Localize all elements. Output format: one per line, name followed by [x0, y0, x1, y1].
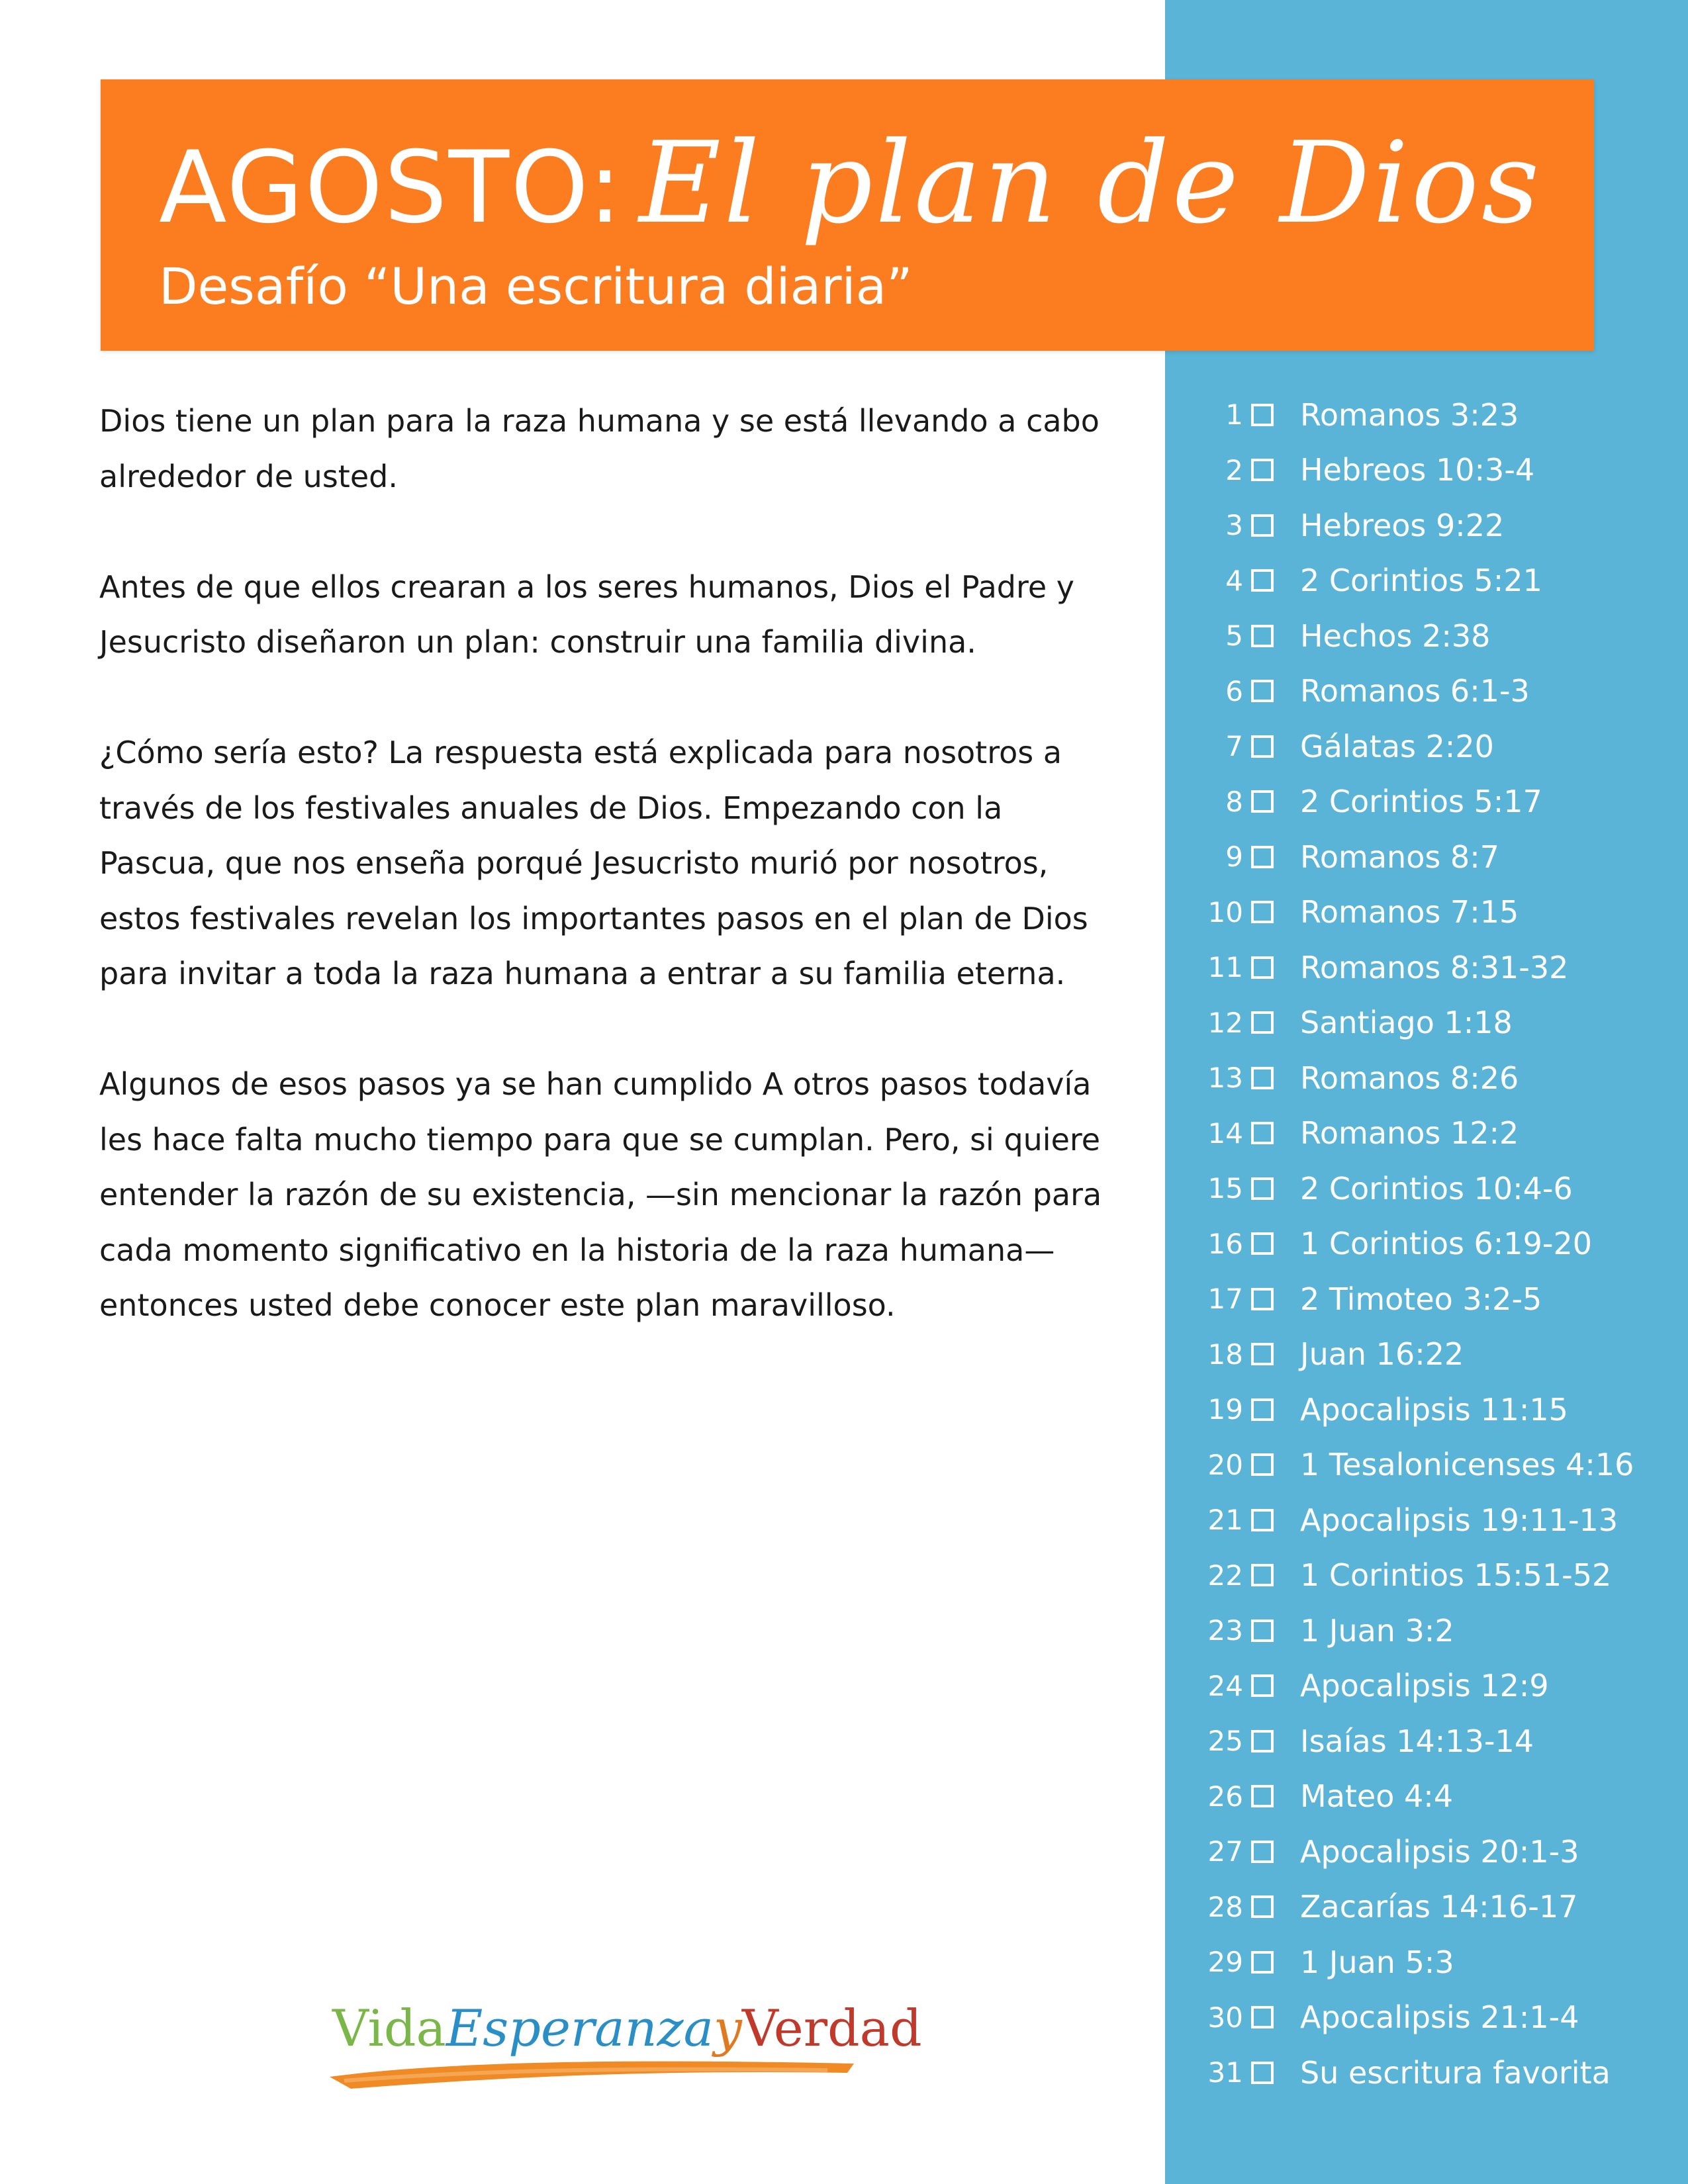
scripture-reference: Apocalipsis 11:15 — [1300, 1391, 1568, 1428]
day-checkbox[interactable] — [1251, 1067, 1274, 1089]
logo-word-vida: Vida — [332, 1999, 446, 2058]
reading-item — [1192, 1327, 1668, 1383]
reading-item — [1192, 608, 1668, 664]
scripture-reference: Romanos 6:1-3 — [1300, 673, 1530, 709]
reading-item — [1192, 1437, 1668, 1493]
scripture-reference: Hebreos 10:3-4 — [1300, 452, 1535, 488]
day-number: 26 — [1207, 1780, 1243, 1813]
reading-checklist — [1192, 387, 1668, 2101]
day-checkbox[interactable] — [1251, 1343, 1274, 1365]
intro-paragraph-4: Algunos de esos pasos ya se han cumplido A otros pasos todavía les hace falta mucho tiempo para que se cumplan. Pero, si quiere entender la razón de su existencia, —sin mencionar la razón para cada momento significativo en la historia de la raza humana— entonces usted debe conocer este plan maravilloso. — [99, 1066, 1102, 1323]
day-checkbox[interactable] — [1251, 404, 1274, 426]
banner-script-title: El plan de Dios — [639, 118, 1542, 249]
day-checkbox[interactable] — [1251, 735, 1274, 758]
day-checkbox[interactable] — [1251, 1785, 1274, 1807]
scripture-reference: Romanos 8:26 — [1300, 1060, 1519, 1096]
reading-item — [1192, 1659, 1668, 1714]
day-number: 18 — [1207, 1338, 1243, 1371]
scripture-reference: Zacarías 14:16-17 — [1300, 1889, 1578, 1925]
reading-item — [1192, 443, 1668, 498]
day-number: 29 — [1207, 1946, 1243, 1979]
day-checkbox[interactable] — [1251, 790, 1274, 813]
scripture-reference: Apocalipsis 12:9 — [1300, 1668, 1549, 1704]
logo — [324, 1999, 922, 2098]
day-number: 14 — [1207, 1116, 1243, 1150]
reading-item — [1192, 940, 1668, 995]
reading-item — [1192, 885, 1668, 940]
reading-item — [1192, 664, 1668, 719]
day-checkbox[interactable] — [1251, 1619, 1274, 1642]
day-number: 16 — [1207, 1227, 1243, 1260]
scripture-reference: Apocalipsis 19:11-13 — [1300, 1502, 1618, 1538]
day-checkbox[interactable] — [1251, 1177, 1274, 1200]
reading-item — [1192, 1880, 1668, 1935]
page-title — [159, 118, 1542, 249]
day-number: 17 — [1207, 1283, 1243, 1316]
day-number: 27 — [1207, 1835, 1243, 1868]
scripture-reference: Hebreos 9:22 — [1300, 507, 1505, 543]
reading-item — [1192, 1548, 1668, 1604]
day-checkbox[interactable] — [1251, 459, 1274, 481]
intro-paragraph-3: ¿Cómo sería esto? La respuesta está explicada para nosotros a través de los festivales anuales de Dios. Empezando con la Pascua, que nos enseña porqué Jesucristo murió por nosotros, estos festivales revelan los importantes pasos en el plan de Dios para invitar a toda la raza humana a entrar a su familia eterna. — [99, 735, 1088, 991]
day-number: 11 — [1207, 951, 1243, 984]
day-checkbox[interactable] — [1251, 1122, 1274, 1144]
scripture-reference: Romanos 7:15 — [1300, 894, 1519, 931]
scripture-reference: 1 Corintios 6:19-20 — [1300, 1226, 1592, 1262]
scripture-reference: Isaías 14:13-14 — [1300, 1723, 1534, 1759]
scripture-reference: 1 Corintios 15:51-52 — [1300, 1557, 1612, 1594]
reading-item — [1192, 387, 1668, 443]
day-checkbox[interactable] — [1251, 1730, 1274, 1752]
intro-paragraph-2: Antes de que ellos crearan a los seres humanos, Dios el Padre y Jesucristo diseñaron un plan: construir una familia divina. — [99, 569, 1075, 660]
scripture-reference: 2 Corintios 5:17 — [1300, 784, 1542, 820]
day-number: 30 — [1207, 2001, 1243, 2034]
day-number: 23 — [1207, 1614, 1243, 1647]
reading-item — [1192, 1161, 1668, 1216]
day-checkbox[interactable] — [1251, 514, 1274, 537]
scripture-reference: Romanos 8:31-32 — [1300, 949, 1569, 985]
day-number: 22 — [1207, 1559, 1243, 1592]
day-number: 4 — [1225, 564, 1243, 597]
banner-month: AGOSTO: — [159, 130, 624, 246]
reading-item — [1192, 1713, 1668, 1769]
reading-item — [1192, 2045, 1668, 2101]
reading-item — [1192, 498, 1668, 553]
scripture-reference: 2 Corintios 5:21 — [1300, 563, 1542, 599]
scripture-reference: Apocalipsis 21:1-4 — [1300, 1999, 1579, 2036]
scripture-reference: Hechos 2:38 — [1300, 617, 1491, 654]
reading-item — [1192, 829, 1668, 885]
scripture-reference: 2 Corintios 10:4-6 — [1300, 1170, 1573, 1206]
day-checkbox[interactable] — [1251, 1453, 1274, 1476]
brush-swoosh-icon — [324, 2050, 861, 2097]
scripture-reference: Apocalipsis 20:1-3 — [1300, 1833, 1579, 1870]
logo-word-verdad: Verdad — [741, 1999, 922, 2058]
day-checkbox[interactable] — [1251, 1398, 1274, 1421]
scripture-reference: Romanos 3:23 — [1300, 396, 1519, 433]
reading-item — [1192, 1271, 1668, 1327]
logo-word-esperanza: Esperanza — [445, 1999, 714, 2058]
day-number: 5 — [1225, 619, 1243, 653]
day-checkbox[interactable] — [1251, 680, 1274, 702]
day-number: 25 — [1207, 1725, 1243, 1758]
day-checkbox[interactable] — [1251, 846, 1274, 868]
scripture-reference: Mateo 4:4 — [1300, 1778, 1454, 1815]
day-number: 15 — [1207, 1172, 1243, 1205]
day-number: 3 — [1225, 509, 1243, 542]
day-number: 24 — [1207, 1669, 1243, 1702]
reading-item — [1192, 553, 1668, 609]
day-checkbox[interactable] — [1251, 901, 1274, 923]
day-checkbox[interactable] — [1251, 625, 1274, 647]
reading-item — [1192, 1603, 1668, 1659]
day-checkbox[interactable] — [1251, 1232, 1274, 1255]
day-number: 7 — [1225, 730, 1243, 763]
day-checkbox[interactable] — [1251, 956, 1274, 979]
scripture-reference: 1 Tesalonicenses 4:16 — [1300, 1447, 1634, 1483]
banner-subtitle: Desafío “Una escritura diaria” — [159, 257, 913, 316]
intro-paragraph-1: Dios tiene un plan para la raza humana y se está llevando a cabo alrededor de usted. — [99, 403, 1100, 494]
intro-text — [99, 394, 1119, 1388]
day-checkbox[interactable] — [1251, 1564, 1274, 1586]
day-number: 8 — [1225, 785, 1243, 818]
scripture-reference: Su escritura favorita — [1300, 2054, 1611, 2091]
day-checkbox[interactable] — [1251, 1674, 1274, 1697]
day-number: 10 — [1207, 895, 1243, 929]
reading-item — [1192, 719, 1668, 774]
day-number: 31 — [1207, 2056, 1243, 2089]
day-checkbox[interactable] — [1251, 1841, 1274, 1863]
reading-item — [1192, 1216, 1668, 1272]
day-checkbox[interactable] — [1251, 1895, 1274, 1918]
scripture-reference: Romanos 8:7 — [1300, 839, 1499, 875]
day-number: 20 — [1207, 1448, 1243, 1481]
scripture-reference: 1 Juan 3:2 — [1300, 1612, 1454, 1649]
day-number: 1 — [1225, 398, 1243, 432]
reading-item — [1192, 995, 1668, 1051]
reading-item — [1192, 774, 1668, 830]
logo-word-y: y — [713, 1999, 742, 2058]
scripture-reference: Gálatas 2:20 — [1300, 728, 1494, 764]
scripture-reference: 1 Juan 5:3 — [1300, 1944, 1454, 1980]
reading-item — [1192, 1382, 1668, 1437]
day-checkbox[interactable] — [1251, 1011, 1274, 1034]
reading-item — [1192, 1934, 1668, 1990]
scripture-reference: Juan 16:22 — [1300, 1336, 1464, 1373]
day-number: 9 — [1225, 841, 1243, 874]
reading-item — [1192, 1769, 1668, 1825]
day-checkbox[interactable] — [1251, 2006, 1274, 2028]
day-number: 12 — [1207, 1006, 1243, 1039]
day-number: 21 — [1207, 1504, 1243, 1537]
scripture-reference: Romanos 12:2 — [1300, 1115, 1519, 1152]
day-checkbox[interactable] — [1251, 1288, 1274, 1310]
day-number: 2 — [1225, 453, 1243, 486]
logo-wordmark — [332, 1999, 922, 2058]
day-number: 28 — [1207, 1890, 1243, 1923]
scripture-reference: 2 Timoteo 3:2-5 — [1300, 1281, 1542, 1317]
day-checkbox[interactable] — [1251, 2062, 1274, 2084]
reading-item — [1192, 1990, 1668, 2046]
scripture-reference: Santiago 1:18 — [1300, 1005, 1513, 1041]
day-number: 6 — [1225, 674, 1243, 707]
day-checkbox[interactable] — [1251, 1951, 1274, 1974]
header-banner — [101, 79, 1594, 351]
reading-item — [1192, 1106, 1668, 1161]
reading-item — [1192, 1492, 1668, 1548]
day-number: 19 — [1207, 1393, 1243, 1426]
day-checkbox[interactable] — [1251, 569, 1274, 592]
reading-item — [1192, 1824, 1668, 1880]
day-checkbox[interactable] — [1251, 1509, 1274, 1531]
reading-item — [1192, 1050, 1668, 1106]
day-number: 13 — [1207, 1062, 1243, 1095]
